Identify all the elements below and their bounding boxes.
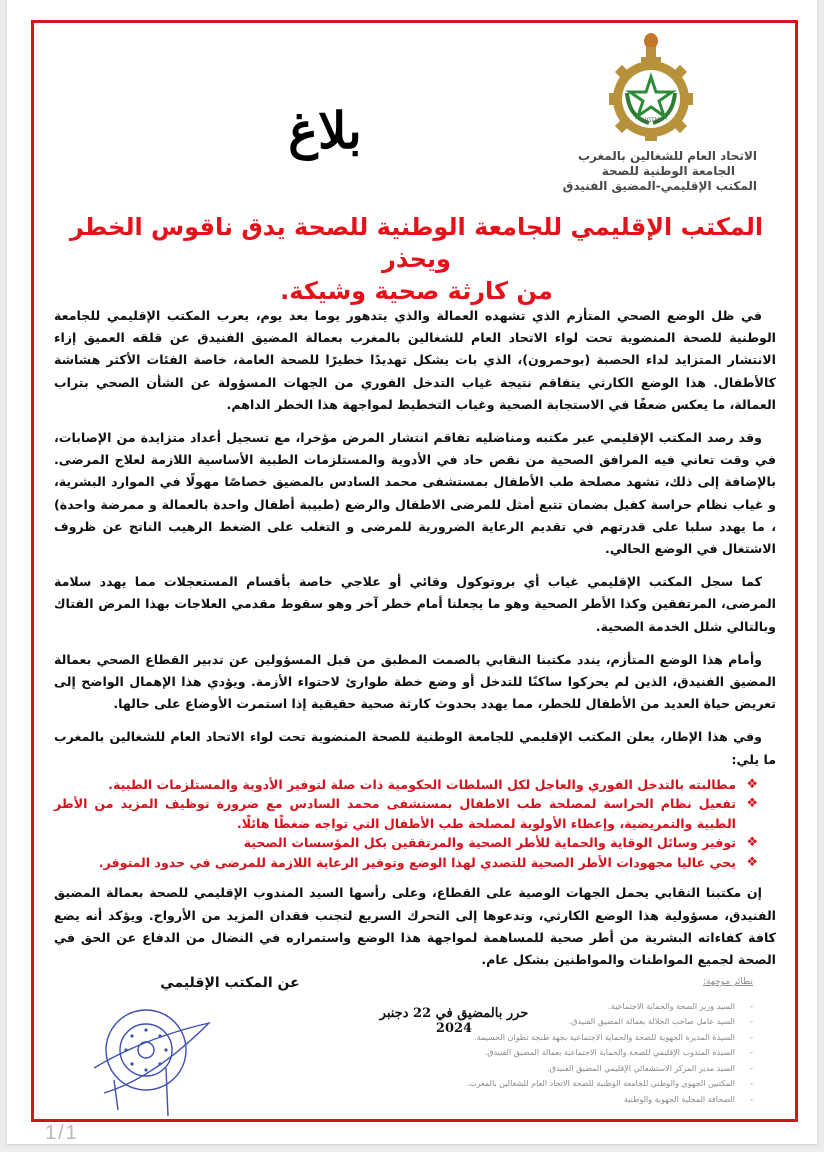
diamond-bullet-icon: ❖ [746, 776, 758, 792]
letterhead [531, 31, 771, 201]
cc-recipient: - السيدة المديرة الجهوية للصحة والحماية الاجتماعية بجهة طنجة تطوان الحسيمة. [427, 1030, 757, 1046]
diamond-bullet-icon: ❖ [746, 796, 758, 812]
demand-item [54, 794, 758, 833]
announcement-label: بلاغ [288, 101, 362, 160]
demand-item [54, 853, 758, 873]
document-page [7, 0, 817, 1144]
demand-text: يحي عاليا مجهودات الأطر الصحية للتصدي لهذا الوضع وتوفير الرعاية اللازمة للمرضى في حدود المتوفر. [98, 854, 736, 870]
closing-paragraph: إن مكتبنا النقابي يحمل الجهات الوصية على القطاع، وعلى رأسها السيد المندوب الإقليمي للصحة بعمالة المضيق الفنيدق، مسؤولية هذا الوضع الكارثي، وتدعوها إلى التحرك السريع لتجنب فقدان المزيد من الأرواح. ويؤكد أنه يضع كافة كفاءاته البشرية من أطر صحية للمساهمة لمواجهة هذا الوضع واستمراره في النضال من الدفاع عن الحق في الصحة لجميع المواطنات والمواطنين بشكل عام. [54, 885, 776, 967]
signoff: عن المكتب الإقليمي [160, 975, 300, 991]
cc-recipient: - المكتبين الجهوي والوطني للجامعة الوطنية للصحة الاتحاد العام للشغالين بالمغرب. [427, 1076, 757, 1092]
statement-body [54, 305, 776, 982]
headline [54, 211, 779, 307]
demand-text: تفعيل نظام الحراسة لمصلحة طب الاطفال بمستشفى محمد السادس مع ضرورة توظيف المزيد من الأطر الطبية والتمريضية، وإعطاء الأولوية لمصلحة طب الأطفال التي تواجه ضغطًا هائلًا. [54, 796, 736, 831]
dash-icon: - [750, 1094, 753, 1104]
headline-line-2: من كارثة صحية وشيكة. [280, 277, 553, 305]
demand-text: توفير وسائل الوقاية والحماية للأطر الصحية والمرتفقين بكل المؤسسات الصحية [243, 835, 736, 851]
official-stamp-icon [84, 998, 224, 1118]
demand-item [54, 775, 758, 795]
ugtm-logo-icon [591, 31, 711, 149]
dash-icon: - [750, 1048, 753, 1057]
copies-to-title: نظائر موجهة: [702, 977, 753, 987]
paragraph: وقد رصد المكتب الإقليمي عبر مكتبه ومناضليه تفاقم انتشار المرض مؤخرا، مع تسجيل أعداد متزايدة من الإصابات، في وقت تعاني فيه المرافق الصحية من نقص حاد في الأدوية والمستلزمات الطبية الأساسية اللازمة لعلاج المرضى. بالإضافة إلى ذلك، تشهد مصلحة طب الأطفال بمستشفى محمد السادس بالمضيق خصاصًا مهولًا في الموارد البشرية، و غياب نظام حراسة كفيل بضمان تتبع أمثل للمرضى الاطفال والرضع (طبيبة أطفال واحدة بالعمالة و ممرضة واحدة) ، ما يهدد سلبا على قدرتهم في تقديم الرعاية الضرورية للمرضى و التغلب على الضغط الرهيب الناتج عن ظروف الاشتغال في الوضع الحالي. [54, 430, 776, 557]
dash-icon: - [750, 1017, 753, 1026]
org-line-union: الاتحاد العام للشغالين بالمغرب [577, 149, 757, 163]
dash-icon: - [750, 1063, 753, 1073]
paragraph: كما سجل المكتب الإقليمي غياب أي بروتوكول وقائي أو علاجي خاصة بأقسام المستعجلات مما يهدد سلامة المرضى، المرتفقين وكذا الأطر الصحية وهو ما يجعلنا أمام خطر آخر وهو سقوط مقدمي العلاجات بهذا المرض الفتاك وبالتالي شلل الخدمة الصحية. [54, 574, 776, 634]
svg-text:UGTM: UGTM [642, 117, 660, 124]
paragraph: في ظل الوضع الصحي المتأزم الذي تشهده العمالة والذي يتدهور يوما بعد يوم، يعرب المكتب الإقليمي للجامعة الوطنية للصحة المنضوية تحت لواء الاتحاد العام للشغالين بالمغرب بعمالة المضيق الفنيدق عن قلقه العميق إزاء الانتشار المتزايد لداء الحصبة (بوحمرون)، الذي بات يشكل تهديدًا خطيرًا للصحة العامة، خاصة الفئات الأكثر هشاشة كالأطفال. هذا الوضع الكارثي يتفاقم نتيجة غياب التدخل الفوري من الجهات المسؤولة عن الشأن الصحي بتراب العمالة، ما يعكس ضعفًا في الاستجابة الصحية وغياب التخطيط لمواجهة هذا الخطر الداهم. [54, 308, 776, 412]
organization-name [531, 149, 771, 194]
demands-list [54, 775, 758, 873]
cc-recipient: - الصحافة المحلية الجهوية والوطنية [427, 1092, 757, 1108]
cc-recipient: - السيد وزير الصحة والحماية الاجتماعية. [427, 999, 757, 1015]
diamond-bullet-icon: ❖ [746, 835, 758, 851]
cc-recipient: - السيدة المندوب الإقليمي للصحة والحماية الاجتماعية بعمالة المضيق الفنيدق. [427, 1045, 757, 1061]
copies-to-block [427, 975, 757, 1107]
org-line-federation: الجامعة الوطنية للصحة [601, 164, 735, 178]
dash-icon: - [750, 1032, 753, 1042]
red-border-frame [31, 20, 798, 1122]
org-line-office: المكتب الإقليمي-المضيق الفنيدق [562, 179, 757, 193]
dash-icon: - [750, 1079, 753, 1088]
cc-recipient: - السيد مدير المركز الاستشفائي الإقليمي المضيق الفنيدق. [427, 1061, 757, 1077]
cc-recipient: - السيد عامل صاحب الجلالة بعمالة المضيق الفنيدق. [427, 1014, 757, 1030]
paragraph: وفي هذا الإطار، يعلن المكتب الإقليمي للجامعة الوطنية للصحة المنضوية تحت لواء الاتحاد العام للشغالين بالمغرب ما يلي: [54, 729, 776, 767]
diamond-bullet-icon: ❖ [746, 854, 758, 870]
paragraph: وأمام هذا الوضع المتأزم، يندد مكتبنا النقابي بالصمت المطبق من قبل المسؤولين عن تدبير القطاع الصحي بعمالة المضيق الفنيدق، الذين لم يحركوا ساكنًا للتدخل أو وضع خطة طوارئ لاحتواء الأزمة. ويؤدي هذا الإهمال الواضح إلى تعريض حياة العديد من الأطفال للخطر، مما يهدد بحدوث كارثة صحية حقيقية إذا استمرت الأوضاع على حالها. [54, 651, 776, 712]
page-indicator: 1/1 [45, 1122, 79, 1144]
demand-text: مطالبته بالتدخل الفوري والعاجل لكل السلطات الحكومية ذات صلة لتوفير الأدوية والمستلزمات الطبية. [108, 776, 736, 792]
demand-item [54, 833, 758, 853]
headline-line-1: المكتب الإقليمي للجامعة الوطنية للصحة يدق ناقوس الخطر ويحذر [69, 213, 764, 273]
dash-icon: - [750, 1001, 753, 1011]
dateline: حرر بالمضيق في 22 دجنبر 2024 [379, 1006, 529, 1036]
